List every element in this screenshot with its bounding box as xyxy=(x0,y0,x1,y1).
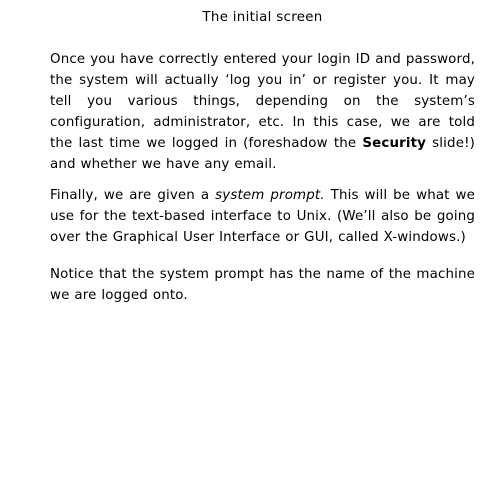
paragraph-machine-name xyxy=(50,264,475,306)
paragraph-system-prompt-text: Finally, we are given a xyxy=(50,188,216,203)
paragraph-system-prompt-text-end: This will be what we use for the text-based interface to Unix. (We’ll also be going over the Graphical User Interface or GUI, called X-windows.) xyxy=(50,188,475,245)
paragraph-login-info xyxy=(50,49,475,175)
system-prompt-emphasis: system prompt. xyxy=(215,188,325,203)
paragraph-machine-name-text: Notice that the system prompt has the name of the machine we are logged onto. xyxy=(50,267,475,303)
security-emphasis: Security xyxy=(362,136,427,151)
paragraph-login-info-text: Once you have correctly entered your login ID and password, the system will actually ‘log you in’ or register you. It may tell you various things, depending on the system’s configuration, administrator, etc. In this case, we are told the last time we logged in (foreshadow the xyxy=(50,52,475,151)
slide xyxy=(50,0,475,500)
paragraph-login-info-text-end: slide!) and whether we have any email. xyxy=(50,136,475,172)
paragraph-system-prompt xyxy=(50,185,475,248)
slide-title: The initial screen xyxy=(202,10,323,25)
